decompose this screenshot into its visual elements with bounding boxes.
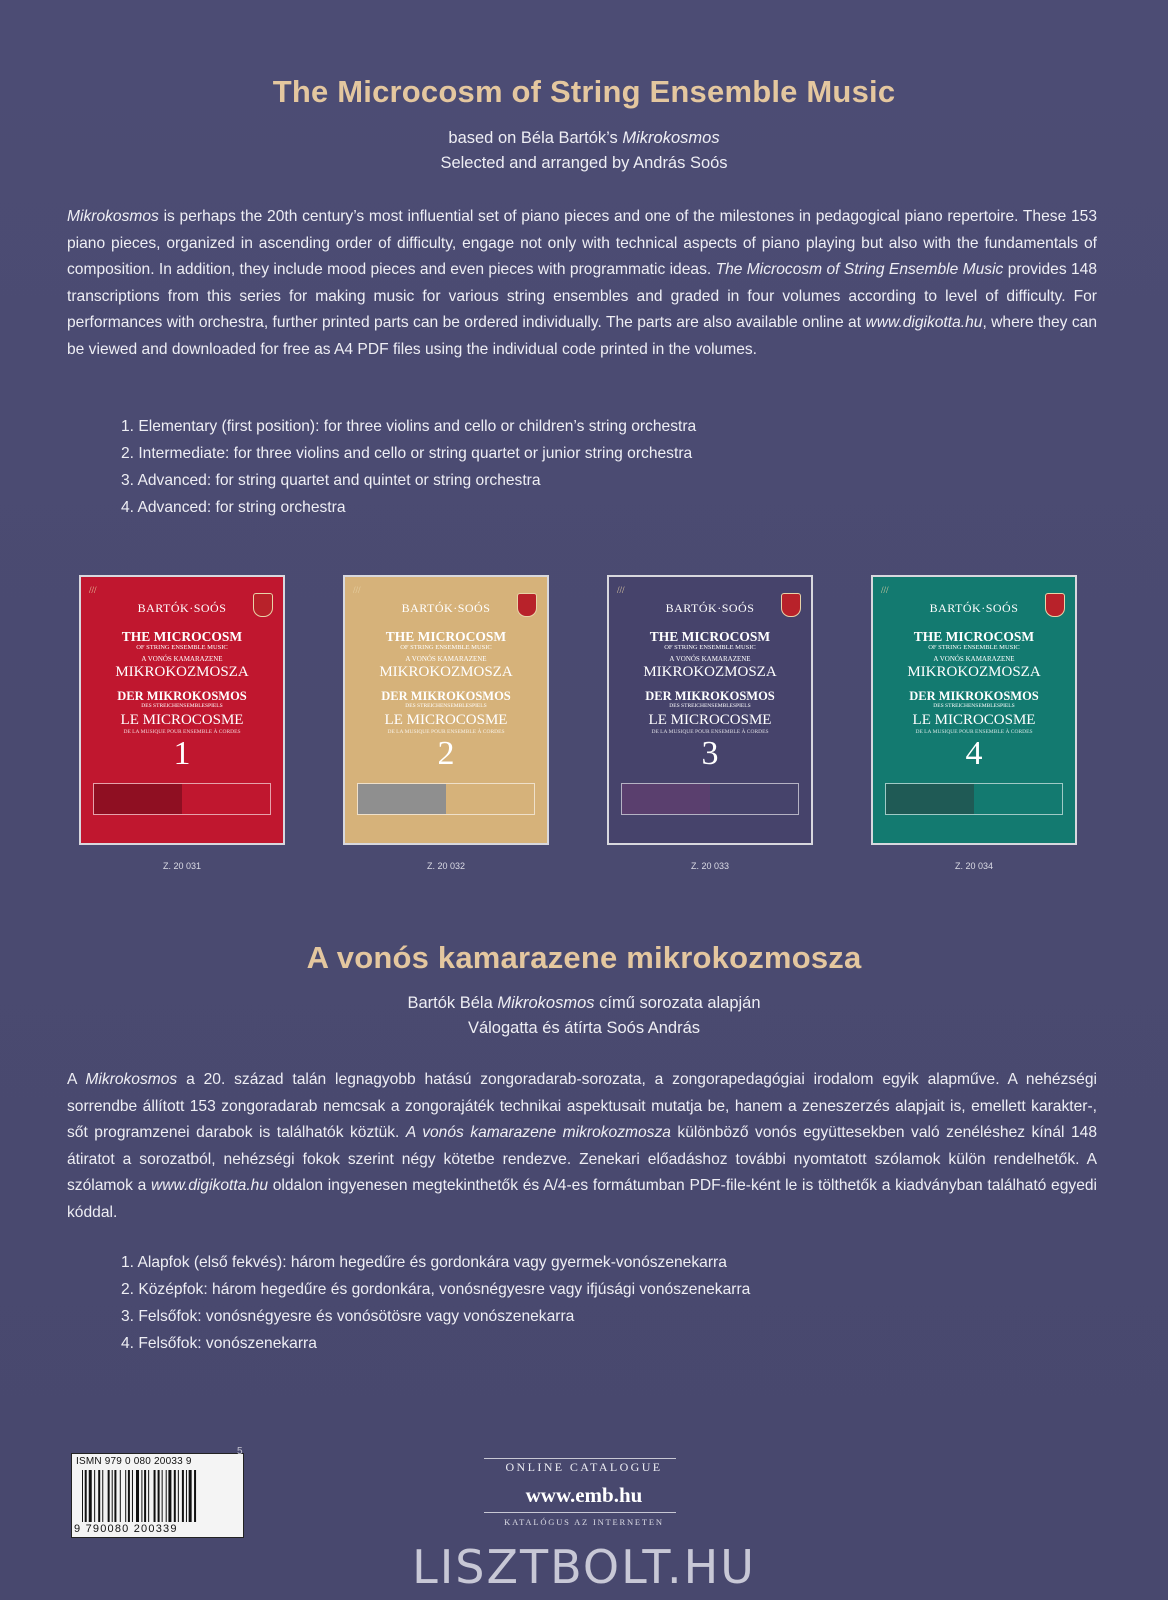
- cover-info-band-left: [94, 784, 182, 814]
- cover-author: BARTÓK·SOÓS: [665, 601, 755, 615]
- publisher-logo-icon: ///: [353, 585, 361, 595]
- cover-info-band-left: [358, 784, 446, 814]
- hungarian-desc-text-0: A: [67, 1071, 86, 1088]
- hungarian-subtitle-italic: Mikrokosmos: [497, 994, 595, 1012]
- cover-subtitle-fr: DE LA MUSIQUE POUR ENSEMBLE À CORDES: [915, 729, 1033, 735]
- english-subtitle-line2: Selected and arranged by András Soós: [440, 154, 728, 172]
- cover-subtitle-fr: DE LA MUSIQUE POUR ENSEMBLE À CORDES: [387, 729, 505, 735]
- english-level-item: 4. Advanced: for string orchestra: [121, 499, 346, 516]
- cover-author: BARTÓK·SOÓS: [401, 601, 491, 615]
- cover-title-fr: LE MICROCOSME: [912, 712, 1036, 728]
- volume-number: 3: [701, 735, 719, 772]
- ean-number: 9 790080 200339: [74, 1523, 178, 1535]
- cover-title-de: DER MIKROKOSMOS: [645, 689, 775, 703]
- hungarian-desc-link: www.digikotta.hu: [151, 1177, 269, 1195]
- cover-title-hu: MIKROKOZMOSZA: [379, 664, 513, 680]
- hungarian-desc-text-2: különböző vonós együttesekben való zenéléshez kínál 148 átiratot a sorozatból, nehézségi fokok szerint négy kötetbe rendezve. Zenekari előadáshoz további nyomtatott szólamok külön rendelhetők. A szólamok a: [67, 1124, 1097, 1195]
- cover-title-fr: LE MICROCOSME: [120, 712, 244, 728]
- hungarian-level-item: 2. Középfok: három hegedűre és gordonkára, vonósnégyesre vagy ifjúsági vonószenekarra: [121, 1281, 751, 1298]
- english-desc-text-1: is perhaps the 20th century’s most influential set of piano pieces and one of the milestones in pedagogical piano repertoire. These 153 piano pieces, organized in ascending order of difficulty, engage not only with technical aspects of piano playing but also with the fundamentals of composition. In addition, they include mood pieces and even pieces with programmatic ideas.: [67, 208, 1097, 279]
- hungarian-level-item: 1. Alapfok (első fekvés): három hegedűre és gordonkára vagy gyermek-vonószenekarra: [121, 1254, 727, 1271]
- isbn-number: ISMN 979 0 080 20033 9: [76, 1456, 192, 1467]
- cover-subtitle-de: DES STREICHENSEMBLESPIELS: [669, 703, 751, 709]
- publisher-logo-icon: ///: [881, 585, 889, 595]
- english-desc-text-2: provides 148 transcriptions from this series for making music for various string ensembles and graded in four volumes according to level of difficulty. For performances with orchestra, further printed parts can be ordered individually. The parts are also available online at: [67, 261, 1097, 332]
- english-subtitle-line1: [0, 126, 1168, 151]
- crest-icon: [253, 593, 273, 617]
- catalogue-code: Z. 20 032: [426, 861, 466, 871]
- cover-subtitle-en: OF STRING ENSEMBLE MUSIC: [928, 644, 1020, 651]
- english-title: The Microcosm of String Ensemble Music: [272, 74, 896, 109]
- cover-title-hu: MIKROKOZMOSZA: [643, 664, 777, 680]
- english-description: [67, 204, 1097, 364]
- cover-title-en: THE MICROCOSM: [121, 629, 243, 644]
- hungarian-subtitle-line2: Válogatta és átírta Soós András: [467, 1019, 701, 1037]
- cover-title-de: DER MIKROKOSMOS: [117, 689, 247, 703]
- watermark: LISZTBOLT.HU: [412, 1540, 756, 1594]
- hungarian-subtitle: [0, 991, 1168, 1041]
- cover-info-band: [885, 783, 1063, 815]
- hungarian-desc-italic-1: Mikrokosmos: [85, 1071, 178, 1088]
- hungarian-desc-italic-2: A vonós kamarazene mikrokozmosza: [405, 1124, 671, 1142]
- hungarian-description: [67, 1067, 1097, 1227]
- english-level-item: 2. Intermediate: for three violins and cello or string quartet or junior string orchestra: [121, 445, 693, 462]
- cover-subtitle-en: OF STRING ENSEMBLE MUSIC: [136, 644, 228, 651]
- english-level-item: 1. Elementary (first position): for three violins and cello or children’s string orchestra: [121, 418, 697, 435]
- catalogue-code: Z. 20 034: [954, 861, 994, 871]
- online-catalogue-sublabel: KATALÓGUS AZ INTERNETEN: [504, 1517, 664, 1527]
- hungarian-desc-text-3: oldalon ingyenesen megtekinthetők és A/4-es formátumban PDF-file-ként le is tölthetők a kiadványban található egyedi kóddal.: [67, 1177, 1098, 1221]
- hungarian-subtitle-prefix: Bartók Béla: [407, 994, 498, 1012]
- cover-info-band-left: [886, 784, 974, 814]
- divider: [484, 1512, 676, 1513]
- english-desc-italic-2: The Microcosm of String Ensemble Music: [715, 261, 1004, 279]
- cover-subtitle-hu: A VONÓS KAMARAZENE: [933, 655, 1015, 663]
- cover-subtitle-fr: DE LA MUSIQUE POUR ENSEMBLE À CORDES: [123, 729, 241, 735]
- english-desc-italic-1: Mikrokosmos: [67, 208, 159, 225]
- publisher-logo-icon: ///: [617, 585, 625, 595]
- hungarian-subtitle-line1: [0, 991, 1168, 1016]
- volume-covers: [0, 575, 1168, 875]
- english-desc-link: www.digikotta.hu: [865, 314, 983, 332]
- english-levels-list: [121, 413, 696, 521]
- publisher-logo-icon: ///: [89, 585, 97, 595]
- volume-number: 4: [965, 735, 983, 772]
- cover-title-de: DER MIKROKOSMOS: [909, 689, 1039, 703]
- cover-title-en: THE MICROCOSM: [385, 629, 507, 644]
- cover-author: BARTÓK·SOÓS: [137, 601, 227, 615]
- english-subtitle-prefix: based on Béla Bartók’s: [448, 129, 623, 147]
- cover-subtitle-fr: DE LA MUSIQUE POUR ENSEMBLE À CORDES: [651, 729, 769, 735]
- cover-info-band: [357, 783, 535, 815]
- volume-cover: [607, 575, 813, 845]
- cover-author: BARTÓK·SOÓS: [929, 601, 1019, 615]
- english-subtitle-italic: Mikrokosmos: [622, 129, 720, 147]
- hungarian-desc-text-1: a 20. század talán legnagyobb hatású zongoradarab-sorozata, a zongorapedagógiai irodalom egyik alapműve. A nehézségi sorrendbe állított 153 zongoradarab nemcsak a zongorajáték technikai aspektusait mutatja be, hanem a zeneszerzés alapjait is, emellett karakter-, sőt programzenei darabok is találhatók köztük.: [67, 1071, 1097, 1142]
- cover-title-fr: LE MICROCOSME: [384, 712, 508, 728]
- volume-cover: [871, 575, 1077, 845]
- cover-info-band: [621, 783, 799, 815]
- cover-title-hu: MIKROKOZMOSZA: [907, 664, 1041, 680]
- hungarian-title: A vonós kamarazene mikrokozmosza: [306, 940, 862, 975]
- volume-number: 1: [173, 735, 191, 772]
- cover-title-de: DER MIKROKOSMOS: [381, 689, 511, 703]
- hungarian-level-item: 3. Felsőfok: vonósnégyesre és vonósötösre vagy vonószenekarra: [121, 1308, 575, 1325]
- volume-cover: [343, 575, 549, 845]
- volume-number: 2: [437, 735, 455, 772]
- cover-title-en: THE MICROCOSM: [913, 629, 1035, 644]
- catalogue-code: Z. 20 033: [690, 861, 730, 871]
- crest-icon: [781, 593, 801, 617]
- crest-icon: [1045, 593, 1065, 617]
- english-level-item: 3. Advanced: for string quartet and quintet or string orchestra: [121, 472, 541, 489]
- volume-cover: [79, 575, 285, 845]
- hungarian-levels-list: [121, 1249, 750, 1357]
- cover-subtitle-de: DES STREICHENSEMBLESPIELS: [141, 703, 223, 709]
- cover-title-en: THE MICROCOSM: [649, 629, 771, 644]
- cover-subtitle-hu: A VONÓS KAMARAZENE: [141, 655, 223, 663]
- english-desc-text-3: , where they can be viewed and downloaded for free as A4 PDF files using the individual code printed in the volumes.: [67, 314, 1097, 358]
- cover-subtitle-de: DES STREICHENSEMBLESPIELS: [405, 703, 487, 709]
- cover-info-band-left: [622, 784, 710, 814]
- cover-subtitle-hu: A VONÓS KAMARAZENE: [669, 655, 751, 663]
- cover-subtitle-hu: A VONÓS KAMARAZENE: [405, 655, 487, 663]
- cover-subtitle-en: OF STRING ENSEMBLE MUSIC: [400, 644, 492, 651]
- cover-info-band: [93, 783, 271, 815]
- divider: [484, 1458, 676, 1459]
- cover-subtitle-en: OF STRING ENSEMBLE MUSIC: [664, 644, 756, 651]
- online-catalogue-label: ONLINE CATALOGUE: [505, 1460, 663, 1474]
- hungarian-level-item: 4. Felsőfok: vonószenekarra: [121, 1335, 317, 1352]
- cover-title-hu: MIKROKOZMOSZA: [115, 664, 249, 680]
- english-subtitle: [0, 126, 1168, 176]
- cover-title-fr: LE MICROCOSME: [648, 712, 772, 728]
- catalogue-code: Z. 20 031: [162, 861, 202, 871]
- crest-icon: [517, 593, 537, 617]
- online-catalogue-url[interactable]: www.emb.hu: [525, 1483, 643, 1507]
- hungarian-subtitle-suffix: című sorozata alapján: [594, 994, 761, 1012]
- cover-subtitle-de: DES STREICHENSEMBLESPIELS: [933, 703, 1015, 709]
- pencil-mark: 5: [237, 1446, 243, 1457]
